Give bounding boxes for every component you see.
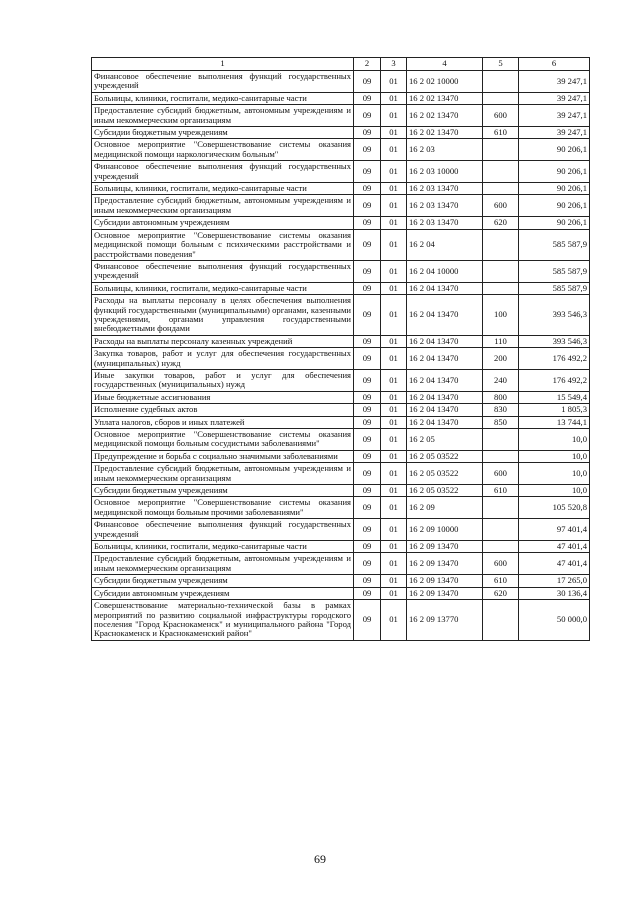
table-row	[92, 348, 590, 370]
cell-target-code: 16 2 03	[407, 139, 483, 161]
cell-target-code: 16 2 05 03522	[407, 463, 483, 485]
cell-expense-type: 620	[483, 217, 519, 229]
table-row	[92, 127, 590, 139]
cell-section: 09	[354, 71, 381, 93]
cell-target-code: 16 2 05 03522	[407, 485, 483, 497]
cell-name: Финансовое обеспечение выполнения функций государственных учреждений	[92, 519, 354, 541]
cell-name: Больницы, клиники, госпитали, медико-санитарные части	[92, 282, 354, 294]
cell-amount: 39 247,1	[519, 92, 590, 104]
cell-name: Субсидии автономным учреждениям	[92, 217, 354, 229]
table-row	[92, 295, 590, 336]
cell-section: 09	[354, 404, 381, 416]
table-header-row	[92, 58, 590, 71]
cell-subsection: 01	[381, 161, 407, 183]
table-row	[92, 282, 590, 294]
table-row	[92, 600, 590, 641]
cell-target-code: 16 2 02 10000	[407, 71, 483, 93]
cell-name: Предоставление субсидий бюджетным, автономным учреждениям и иным некоммерческим организациям	[92, 553, 354, 575]
cell-amount: 30 136,4	[519, 587, 590, 599]
cell-target-code: 16 2 03 13470	[407, 183, 483, 195]
cell-target-code: 16 2 03 10000	[407, 161, 483, 183]
cell-target-code: 16 2 03 13470	[407, 195, 483, 217]
cell-target-code: 16 2 02 13470	[407, 127, 483, 139]
cell-subsection: 01	[381, 335, 407, 347]
cell-expense-type: 610	[483, 127, 519, 139]
cell-expense-type: 830	[483, 404, 519, 416]
cell-amount: 50 000,0	[519, 600, 590, 641]
cell-amount: 10,0	[519, 450, 590, 462]
cell-amount: 15 549,4	[519, 391, 590, 403]
cell-name: Больницы, клиники, госпитали, медико-санитарные части	[92, 541, 354, 553]
cell-expense-type: 600	[483, 195, 519, 217]
cell-subsection: 01	[381, 416, 407, 428]
cell-amount: 10,0	[519, 485, 590, 497]
cell-section: 09	[354, 391, 381, 403]
cell-expense-type: 610	[483, 485, 519, 497]
cell-name: Предоставление субсидий бюджетным, автономным учреждениям и иным некоммерческим организациям	[92, 195, 354, 217]
cell-expense-type: 800	[483, 391, 519, 403]
cell-amount: 105 520,8	[519, 497, 590, 519]
cell-subsection: 01	[381, 519, 407, 541]
cell-subsection: 01	[381, 587, 407, 599]
cell-name: Субсидии автономным учреждениям	[92, 587, 354, 599]
cell-name: Расходы на выплаты персоналу в целях обеспечения выполнения функций государственными (муниципальными) органами, казенными учреждениями, органами управления государственными внебюджетными фондами	[92, 295, 354, 336]
cell-target-code: 16 2 04 13470	[407, 348, 483, 370]
cell-amount: 585 587,9	[519, 229, 590, 260]
cell-expense-type: 100	[483, 295, 519, 336]
cell-name: Основное мероприятие "Совершенствование системы оказания медицинской помощи больным с психическими расстройствами и расстройствами поведения"	[92, 229, 354, 260]
cell-expense-type	[483, 497, 519, 519]
cell-target-code: 16 2 04 13470	[407, 416, 483, 428]
cell-amount: 90 206,1	[519, 183, 590, 195]
cell-section: 09	[354, 416, 381, 428]
cell-expense-type: 600	[483, 463, 519, 485]
cell-section: 09	[354, 183, 381, 195]
cell-amount: 393 546,3	[519, 295, 590, 336]
cell-target-code: 16 2 04 13470	[407, 335, 483, 347]
cell-target-code: 16 2 09 13470	[407, 553, 483, 575]
cell-name: Исполнение судебных актов	[92, 404, 354, 416]
cell-expense-type	[483, 450, 519, 462]
table-row	[92, 541, 590, 553]
cell-section: 09	[354, 600, 381, 641]
cell-name: Предоставление субсидий бюджетным, автономным учреждениям и иным некоммерческим организациям	[92, 463, 354, 485]
table-row	[92, 161, 590, 183]
cell-subsection: 01	[381, 183, 407, 195]
table-row	[92, 575, 590, 587]
page-number: 69	[314, 852, 326, 866]
table-row	[92, 71, 590, 93]
cell-target-code: 16 2 05	[407, 429, 483, 451]
cell-expense-type: 610	[483, 575, 519, 587]
cell-amount: 97 401,4	[519, 519, 590, 541]
cell-expense-type: 600	[483, 553, 519, 575]
cell-section: 09	[354, 541, 381, 553]
cell-target-code: 16 2 02 13470	[407, 92, 483, 104]
cell-expense-type: 110	[483, 335, 519, 347]
cell-subsection: 01	[381, 600, 407, 641]
cell-expense-type	[483, 260, 519, 282]
cell-section: 09	[354, 553, 381, 575]
budget-table	[91, 57, 590, 641]
cell-name: Предупреждение и борьба с социально значимыми заболеваниями	[92, 450, 354, 462]
cell-name: Иные закупки товаров, работ и услуг для обеспечения государственных (муниципальных) нужд	[92, 369, 354, 391]
cell-subsection: 01	[381, 541, 407, 553]
cell-section: 09	[354, 282, 381, 294]
cell-amount: 13 744,1	[519, 416, 590, 428]
table-row	[92, 229, 590, 260]
table-row	[92, 139, 590, 161]
table-row	[92, 416, 590, 428]
table-row	[92, 217, 590, 229]
cell-target-code: 16 2 02 13470	[407, 105, 483, 127]
cell-amount: 90 206,1	[519, 139, 590, 161]
cell-name: Финансовое обеспечение выполнения функций государственных учреждений	[92, 161, 354, 183]
cell-section: 09	[354, 450, 381, 462]
table-row	[92, 391, 590, 403]
cell-subsection: 01	[381, 71, 407, 93]
table-row	[92, 519, 590, 541]
cell-expense-type	[483, 600, 519, 641]
cell-amount: 39 247,1	[519, 71, 590, 93]
table-row	[92, 553, 590, 575]
table-row	[92, 105, 590, 127]
cell-section: 09	[354, 485, 381, 497]
table-row	[92, 485, 590, 497]
cell-section: 09	[354, 229, 381, 260]
cell-target-code: 16 2 04	[407, 229, 483, 260]
cell-subsection: 01	[381, 260, 407, 282]
cell-expense-type	[483, 139, 519, 161]
cell-target-code: 16 2 09 13470	[407, 541, 483, 553]
cell-subsection: 01	[381, 450, 407, 462]
table-row	[92, 587, 590, 599]
cell-section: 09	[354, 497, 381, 519]
cell-subsection: 01	[381, 282, 407, 294]
cell-amount: 90 206,1	[519, 195, 590, 217]
cell-target-code: 16 2 05 03522	[407, 450, 483, 462]
cell-amount: 47 401,4	[519, 553, 590, 575]
header-col-4: 4	[407, 58, 483, 71]
cell-name: Совершенствование материально-технической базы в рамках мероприятий по развитию социальной инфраструктуры городского поселения "Город Краснокаменск" и муниципального района "Город Краснокаменск и Краснокаменский район"	[92, 600, 354, 641]
cell-section: 09	[354, 139, 381, 161]
cell-subsection: 01	[381, 229, 407, 260]
cell-subsection: 01	[381, 127, 407, 139]
cell-subsection: 01	[381, 485, 407, 497]
cell-name: Субсидии бюджетным учреждениям	[92, 127, 354, 139]
cell-section: 09	[354, 348, 381, 370]
cell-section: 09	[354, 295, 381, 336]
cell-amount: 393 546,3	[519, 335, 590, 347]
cell-expense-type	[483, 183, 519, 195]
table-row	[92, 335, 590, 347]
cell-amount: 1 805,3	[519, 404, 590, 416]
cell-expense-type: 600	[483, 105, 519, 127]
cell-subsection: 01	[381, 92, 407, 104]
cell-name: Иные бюджетные ассигнования	[92, 391, 354, 403]
cell-section: 09	[354, 429, 381, 451]
table-row	[92, 195, 590, 217]
cell-expense-type	[483, 229, 519, 260]
cell-subsection: 01	[381, 369, 407, 391]
cell-name: Финансовое обеспечение выполнения функций государственных учреждений	[92, 260, 354, 282]
table-row	[92, 463, 590, 485]
cell-expense-type	[483, 161, 519, 183]
cell-section: 09	[354, 463, 381, 485]
cell-name: Закупка товаров, работ и услуг для обеспечения государственных (муниципальных) нужд	[92, 348, 354, 370]
cell-subsection: 01	[381, 575, 407, 587]
cell-subsection: 01	[381, 195, 407, 217]
cell-amount: 47 401,4	[519, 541, 590, 553]
table-row	[92, 260, 590, 282]
cell-expense-type: 620	[483, 587, 519, 599]
cell-name: Финансовое обеспечение выполнения функций государственных учреждений	[92, 71, 354, 93]
cell-target-code: 16 2 09 13770	[407, 600, 483, 641]
cell-subsection: 01	[381, 463, 407, 485]
cell-expense-type: 850	[483, 416, 519, 428]
cell-expense-type	[483, 519, 519, 541]
table-row	[92, 450, 590, 462]
cell-subsection: 01	[381, 404, 407, 416]
cell-subsection: 01	[381, 429, 407, 451]
cell-amount: 10,0	[519, 463, 590, 485]
cell-section: 09	[354, 260, 381, 282]
cell-name: Основное мероприятие "Совершенствование системы оказания медицинской помощи больным прочими заболеваниями"	[92, 497, 354, 519]
cell-target-code: 16 2 04 13470	[407, 391, 483, 403]
cell-amount: 17 265,0	[519, 575, 590, 587]
cell-name: Расходы на выплаты персоналу казенных учреждений	[92, 335, 354, 347]
cell-subsection: 01	[381, 295, 407, 336]
table-row	[92, 404, 590, 416]
cell-subsection: 01	[381, 348, 407, 370]
cell-subsection: 01	[381, 497, 407, 519]
cell-expense-type	[483, 71, 519, 93]
cell-name: Предоставление субсидий бюджетным, автономным учреждениям и иным некоммерческим организациям	[92, 105, 354, 127]
cell-target-code: 16 2 04 10000	[407, 260, 483, 282]
cell-amount: 585 587,9	[519, 282, 590, 294]
cell-subsection: 01	[381, 391, 407, 403]
cell-target-code: 16 2 04 13470	[407, 282, 483, 294]
cell-section: 09	[354, 217, 381, 229]
cell-subsection: 01	[381, 217, 407, 229]
cell-expense-type: 240	[483, 369, 519, 391]
cell-target-code: 16 2 04 13470	[407, 369, 483, 391]
cell-target-code: 16 2 04 13470	[407, 295, 483, 336]
cell-expense-type	[483, 282, 519, 294]
header-col-5: 5	[483, 58, 519, 71]
cell-amount: 10,0	[519, 429, 590, 451]
cell-expense-type: 200	[483, 348, 519, 370]
cell-name: Больницы, клиники, госпитали, медико-санитарные части	[92, 92, 354, 104]
table-row	[92, 183, 590, 195]
cell-section: 09	[354, 161, 381, 183]
cell-name: Субсидии бюджетным учреждениям	[92, 575, 354, 587]
cell-amount: 90 206,1	[519, 217, 590, 229]
cell-section: 09	[354, 105, 381, 127]
cell-amount: 90 206,1	[519, 161, 590, 183]
cell-target-code: 16 2 09 13470	[407, 575, 483, 587]
cell-expense-type	[483, 541, 519, 553]
cell-target-code: 16 2 09 10000	[407, 519, 483, 541]
cell-name: Больницы, клиники, госпитали, медико-санитарные части	[92, 183, 354, 195]
cell-amount: 176 492,2	[519, 348, 590, 370]
cell-amount: 39 247,1	[519, 105, 590, 127]
cell-target-code: 16 2 04 13470	[407, 404, 483, 416]
header-col-6: 6	[519, 58, 590, 71]
cell-name: Основное мероприятие "Совершенствование системы оказания медицинской помощи больным сосудистыми заболеваниями"	[92, 429, 354, 451]
table-row	[92, 497, 590, 519]
cell-amount: 176 492,2	[519, 369, 590, 391]
table-row	[92, 369, 590, 391]
cell-expense-type	[483, 92, 519, 104]
header-col-2: 2	[354, 58, 381, 71]
cell-section: 09	[354, 587, 381, 599]
table-row	[92, 92, 590, 104]
cell-expense-type	[483, 429, 519, 451]
header-col-3: 3	[381, 58, 407, 71]
cell-subsection: 01	[381, 553, 407, 575]
cell-section: 09	[354, 575, 381, 587]
cell-name: Основное мероприятие "Совершенствование системы оказания медицинской помощи наркологическим больным"	[92, 139, 354, 161]
header-col-1: 1	[92, 58, 354, 71]
table-row	[92, 429, 590, 451]
cell-name: Уплата налогов, сборов и иных платежей	[92, 416, 354, 428]
cell-name: Субсидии бюджетным учреждениям	[92, 485, 354, 497]
cell-section: 09	[354, 519, 381, 541]
cell-target-code: 16 2 09	[407, 497, 483, 519]
cell-amount: 39 247,1	[519, 127, 590, 139]
cell-target-code: 16 2 09 13470	[407, 587, 483, 599]
cell-section: 09	[354, 369, 381, 391]
cell-section: 09	[354, 127, 381, 139]
cell-section: 09	[354, 195, 381, 217]
cell-section: 09	[354, 335, 381, 347]
cell-target-code: 16 2 03 13470	[407, 217, 483, 229]
cell-amount: 585 587,9	[519, 260, 590, 282]
cell-subsection: 01	[381, 139, 407, 161]
cell-section: 09	[354, 92, 381, 104]
cell-subsection: 01	[381, 105, 407, 127]
